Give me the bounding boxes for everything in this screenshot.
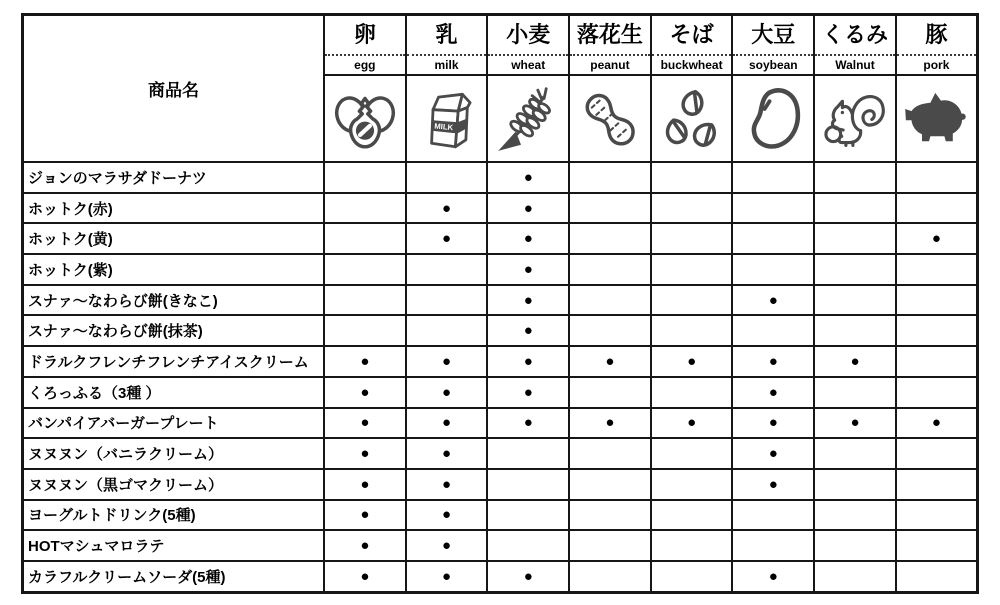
product-name-cell: くろっふる（3種 ） [23, 377, 325, 408]
empty-mark-cell [814, 193, 896, 224]
product-name-cell: スナァ〜なわらび餅(抹茶) [23, 315, 325, 346]
allergen-dot: ● [324, 346, 406, 377]
allergen-dot: ● [406, 561, 488, 592]
allergen-header-milk [406, 15, 488, 76]
allergen-dot: ● [732, 408, 814, 439]
product-rows [23, 162, 978, 592]
product-name-cell: ジョンのマラサダドーナツ [23, 162, 325, 193]
empty-mark-cell [406, 254, 488, 285]
empty-mark-cell [896, 254, 978, 285]
empty-mark-cell [814, 285, 896, 316]
empty-mark-cell [569, 438, 651, 469]
allergen-name-jp: 小麦 [488, 16, 568, 56]
allergen-dot: ● [651, 346, 733, 377]
allergen-dot: ● [651, 408, 733, 439]
empty-mark-cell [569, 315, 651, 346]
empty-mark-cell [569, 254, 651, 285]
allergen-dot: ● [732, 377, 814, 408]
empty-mark-cell [732, 315, 814, 346]
allergen-dot: ● [569, 346, 651, 377]
allergen-dot: ● [732, 346, 814, 377]
product-row [23, 438, 978, 469]
allergen-dot: ● [406, 223, 488, 254]
empty-mark-cell [732, 530, 814, 561]
allergen-name-en: soybean [748, 58, 798, 72]
allergen-dot: ● [324, 408, 406, 439]
empty-mark-cell [896, 162, 978, 193]
allergen-name-en: milk [434, 58, 459, 72]
allergen-name-en: wheat [511, 58, 546, 72]
svg-text:MILK: MILK [433, 121, 454, 132]
empty-mark-cell [487, 500, 569, 531]
allergen-name-jp: くるみ [815, 16, 895, 56]
empty-mark-cell [651, 500, 733, 531]
product-row [23, 193, 978, 224]
product-name-cell: ヌヌヌン（黒ゴマクリーム） [23, 469, 325, 500]
allergen-name-jp: 豚 [897, 16, 976, 56]
allergen-dot: ● [324, 469, 406, 500]
allergen-header-egg [324, 15, 406, 76]
empty-mark-cell [651, 377, 733, 408]
soybean-icon [732, 75, 814, 162]
empty-mark-cell [814, 561, 896, 592]
product-row [23, 223, 978, 254]
allergen-dot: ● [814, 408, 896, 439]
allergen-dot: ● [732, 469, 814, 500]
allergen-dot: ● [406, 346, 488, 377]
allergen-dot: ● [487, 561, 569, 592]
product-row [23, 315, 978, 346]
allergen-dot: ● [487, 162, 569, 193]
empty-mark-cell [324, 162, 406, 193]
product-row [23, 561, 978, 592]
allergen-table [21, 13, 979, 594]
empty-mark-cell [814, 438, 896, 469]
allergen-dot: ● [732, 285, 814, 316]
empty-mark-cell [732, 193, 814, 224]
allergen-dot: ● [406, 438, 488, 469]
allergen-header-wheat [487, 15, 569, 76]
empty-mark-cell [324, 285, 406, 316]
empty-mark-cell [896, 346, 978, 377]
allergen-header-buckwheat [651, 15, 733, 76]
empty-mark-cell [569, 469, 651, 500]
allergen-dot: ● [324, 500, 406, 531]
allergen-header-pork [896, 15, 978, 76]
squirrel-walnut-icon [814, 75, 896, 162]
product-name-cell: ホットク(黄) [23, 223, 325, 254]
empty-mark-cell [896, 438, 978, 469]
allergen-header-soybean [732, 15, 814, 76]
allergen-name-en: pork [923, 58, 950, 72]
empty-mark-cell [569, 223, 651, 254]
product-name-cell: ホットク(赤) [23, 193, 325, 224]
allergen-dot: ● [324, 530, 406, 561]
allergen-dot: ● [487, 193, 569, 224]
empty-mark-cell [814, 469, 896, 500]
empty-mark-cell [732, 223, 814, 254]
empty-mark-cell [814, 530, 896, 561]
pig-icon [896, 75, 978, 162]
empty-mark-cell [487, 530, 569, 561]
empty-mark-cell [651, 223, 733, 254]
empty-mark-cell [487, 438, 569, 469]
allergen-name-en: buckwheat [660, 58, 723, 72]
empty-mark-cell [569, 285, 651, 316]
empty-mark-cell [896, 561, 978, 592]
allergen-dot: ● [732, 561, 814, 592]
empty-mark-cell [569, 193, 651, 224]
empty-mark-cell [814, 315, 896, 346]
allergen-name-en: peanut [590, 58, 630, 72]
empty-mark-cell [651, 162, 733, 193]
allergen-dot: ● [487, 254, 569, 285]
empty-mark-cell [814, 223, 896, 254]
allergen-name-jp: 卵 [325, 16, 405, 56]
egg-icon [324, 75, 406, 162]
empty-mark-cell [814, 500, 896, 531]
allergen-header-peanut [569, 15, 651, 76]
empty-mark-cell [814, 377, 896, 408]
empty-mark-cell [651, 438, 733, 469]
milk-carton-icon [406, 75, 488, 162]
product-name-cell: カラフルクリームソーダ(5種) [23, 561, 325, 592]
empty-mark-cell [487, 469, 569, 500]
allergen-dot: ● [406, 377, 488, 408]
empty-mark-cell [651, 561, 733, 592]
empty-mark-cell [406, 285, 488, 316]
product-name-cell: ホットク(紫) [23, 254, 325, 285]
product-name-cell: HOTマシュマロラテ [23, 530, 325, 561]
product-row [23, 346, 978, 377]
allergen-dot: ● [487, 408, 569, 439]
empty-mark-cell [569, 162, 651, 193]
empty-mark-cell [569, 377, 651, 408]
empty-mark-cell [651, 254, 733, 285]
allergen-dot: ● [896, 408, 978, 439]
allergen-dot: ● [732, 438, 814, 469]
empty-mark-cell [896, 469, 978, 500]
wheat-icon [487, 75, 569, 162]
empty-mark-cell [569, 500, 651, 531]
product-row [23, 530, 978, 561]
empty-mark-cell [651, 285, 733, 316]
empty-mark-cell [651, 315, 733, 346]
allergen-dot: ● [324, 438, 406, 469]
empty-mark-cell [896, 315, 978, 346]
empty-mark-cell [896, 500, 978, 531]
allergen-dot: ● [406, 193, 488, 224]
allergen-name-jp: そば [652, 16, 732, 56]
allergen-dot: ● [406, 408, 488, 439]
allergen-dot: ● [569, 408, 651, 439]
empty-mark-cell [324, 315, 406, 346]
empty-mark-cell [569, 530, 651, 561]
empty-mark-cell [324, 223, 406, 254]
allergen-name-jp: 落花生 [570, 16, 650, 56]
empty-mark-cell [896, 377, 978, 408]
product-row [23, 162, 978, 193]
buckwheat-icon [651, 75, 733, 162]
empty-mark-cell [814, 162, 896, 193]
allergen-name-en: Walnut [835, 58, 875, 72]
product-row [23, 254, 978, 285]
empty-mark-cell [324, 254, 406, 285]
empty-mark-cell [651, 530, 733, 561]
empty-mark-cell [814, 254, 896, 285]
product-row [23, 500, 978, 531]
allergen-dot: ● [487, 285, 569, 316]
product-row [23, 285, 978, 316]
product-name-header: 商品名 [23, 15, 325, 163]
allergen-name-jp: 大豆 [733, 16, 813, 56]
empty-mark-cell [732, 500, 814, 531]
empty-mark-cell [896, 285, 978, 316]
allergen-dot: ● [896, 223, 978, 254]
empty-mark-cell [651, 193, 733, 224]
empty-mark-cell [324, 193, 406, 224]
header-label-row [23, 15, 978, 76]
allergen-dot: ● [487, 315, 569, 346]
allergen-dot: ● [406, 530, 488, 561]
product-row [23, 377, 978, 408]
product-name-cell: バンパイアバーガープレート [23, 408, 325, 439]
empty-mark-cell [651, 469, 733, 500]
product-row [23, 469, 978, 500]
empty-mark-cell [406, 162, 488, 193]
allergen-name-en: egg [354, 58, 376, 72]
allergen-name-jp: 乳 [407, 16, 487, 56]
allergen-dot: ● [487, 223, 569, 254]
empty-mark-cell [896, 193, 978, 224]
product-name-cell: スナァ〜なわらび餅(きなこ) [23, 285, 325, 316]
empty-mark-cell [569, 561, 651, 592]
empty-mark-cell [732, 162, 814, 193]
product-name-cell: ドラルクフレンチフレンチアイスクリーム [23, 346, 325, 377]
allergen-dot: ● [487, 377, 569, 408]
allergen-dot: ● [324, 377, 406, 408]
product-name-cell: ヨーグルトドリンク(5種) [23, 500, 325, 531]
allergen-dot: ● [324, 561, 406, 592]
allergen-dot: ● [487, 346, 569, 377]
product-name-cell: ヌヌヌン（バニラクリーム） [23, 438, 325, 469]
product-row [23, 408, 978, 439]
allergen-dot: ● [406, 500, 488, 531]
allergen-dot: ● [814, 346, 896, 377]
peanut-icon [569, 75, 651, 162]
empty-mark-cell [896, 530, 978, 561]
allergen-dot: ● [406, 469, 488, 500]
allergen-header-walnut [814, 15, 896, 76]
empty-mark-cell [406, 315, 488, 346]
empty-mark-cell [732, 254, 814, 285]
